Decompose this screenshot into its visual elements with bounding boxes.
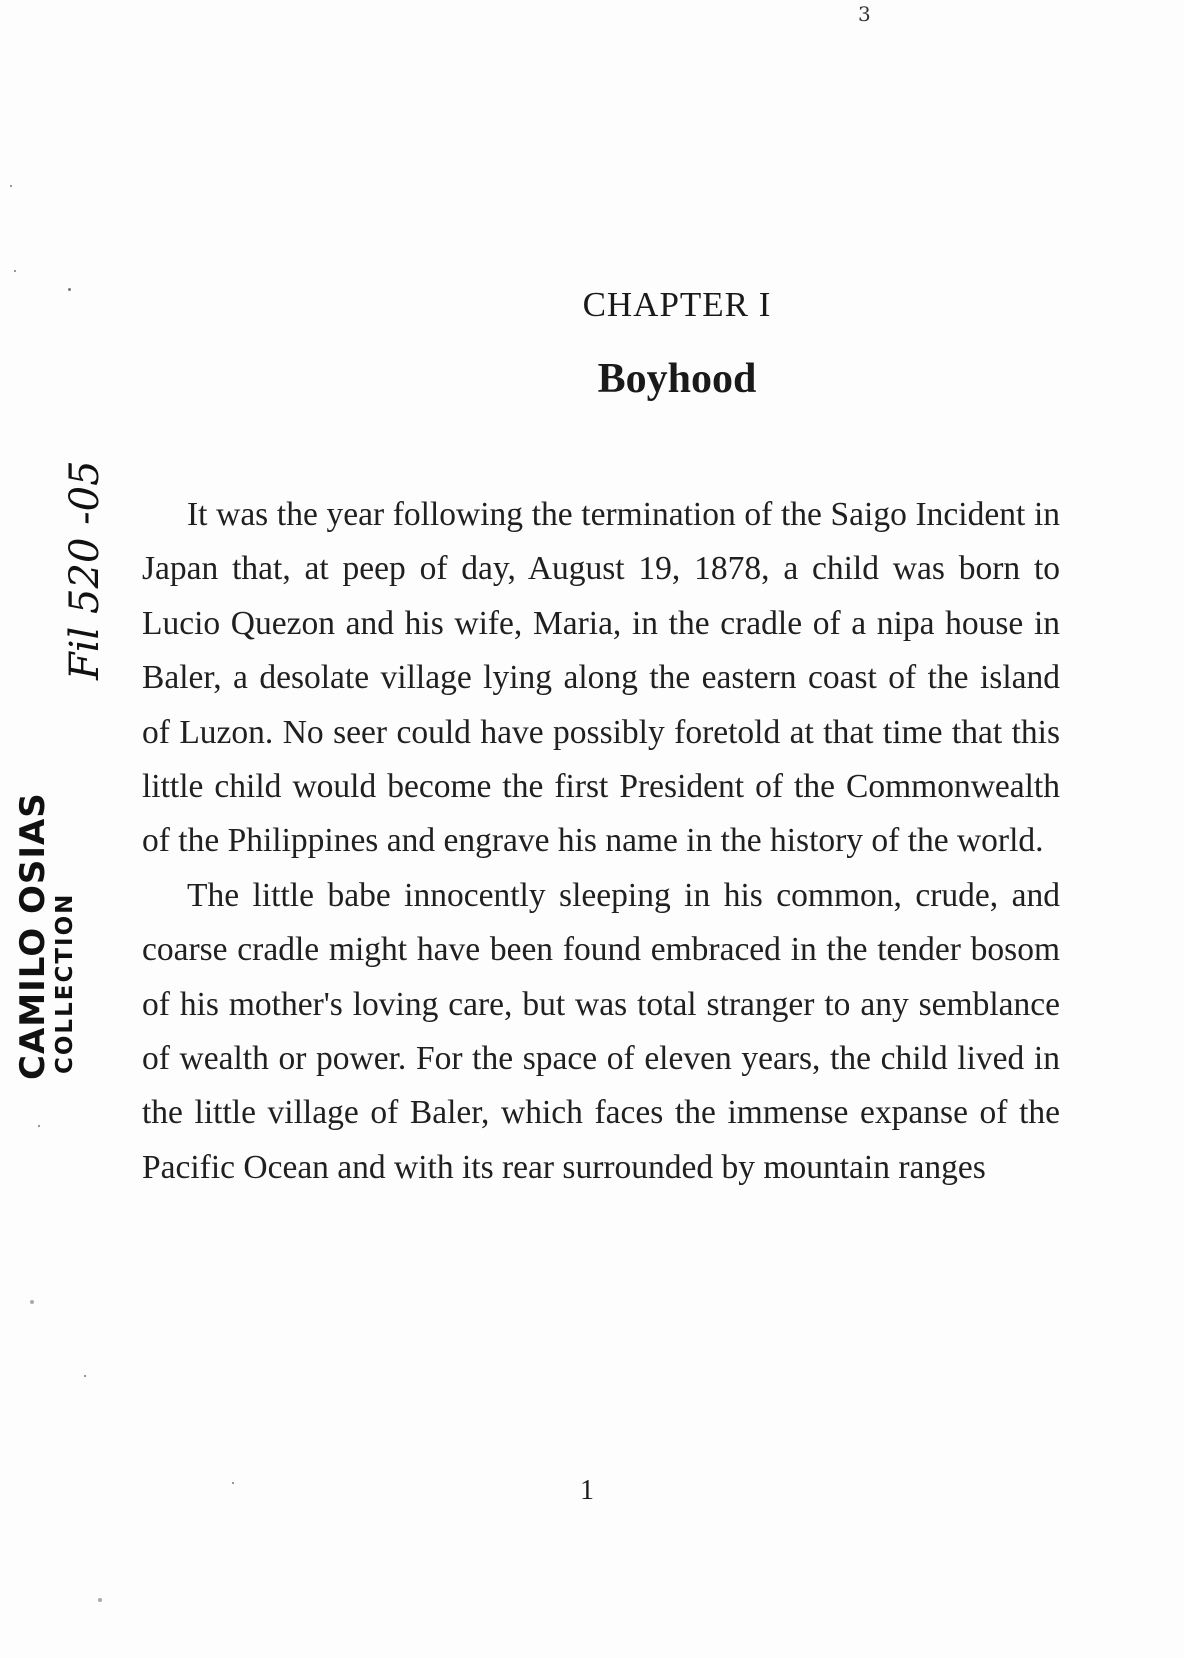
collection-stamp (13, 792, 78, 1080)
handwritten-call-number: Fil 520 -05 (62, 460, 108, 680)
page-number: 1 (580, 1475, 594, 1506)
top-page-mark: 3 (858, 2, 871, 26)
scan-speck (14, 270, 16, 272)
scan-speck (84, 1375, 86, 1377)
chapter-body (142, 488, 1060, 1195)
stamp-name: CAMILO OSIAS (13, 792, 53, 1080)
stamp-collection: COLLECTION (52, 892, 78, 1074)
scan-speck (30, 1300, 34, 1304)
scan-speck (232, 1482, 234, 1484)
scan-speck (38, 1125, 40, 1127)
paragraph-2: The little babe innocently sleeping in his common, crude, and coarse cradle might have been found embraced in the tender bosom of his mother's loving care, but was total stranger to any semblance of wealth or power. For the space of eleven years, the child lived in the little village of Baler, which faces the immense expanse of the Pacific Ocean and with its rear surrounded by mountain ranges (142, 876, 1060, 1186)
paragraph-1: It was the year following the termination of the Saigo Incident in Japan that, at peep of day, August 19, 1878, a child was born to Lucio Quezon and his wife, Maria, in the cradle of a nipa house in Baler, a desolate village lying along the eastern coast of the island of Luzon. No seer could have possibly foretold at that time that this little child would become the first President of the Commonwealth of the Philippines and engrave his name in the history of the world. (142, 496, 1060, 860)
chapter-label: CHAPTER I (582, 285, 772, 324)
scan-speck (10, 185, 12, 187)
chapter-title: Boyhood (597, 356, 757, 402)
scan-speck (68, 288, 71, 291)
scan-speck (98, 1598, 102, 1602)
